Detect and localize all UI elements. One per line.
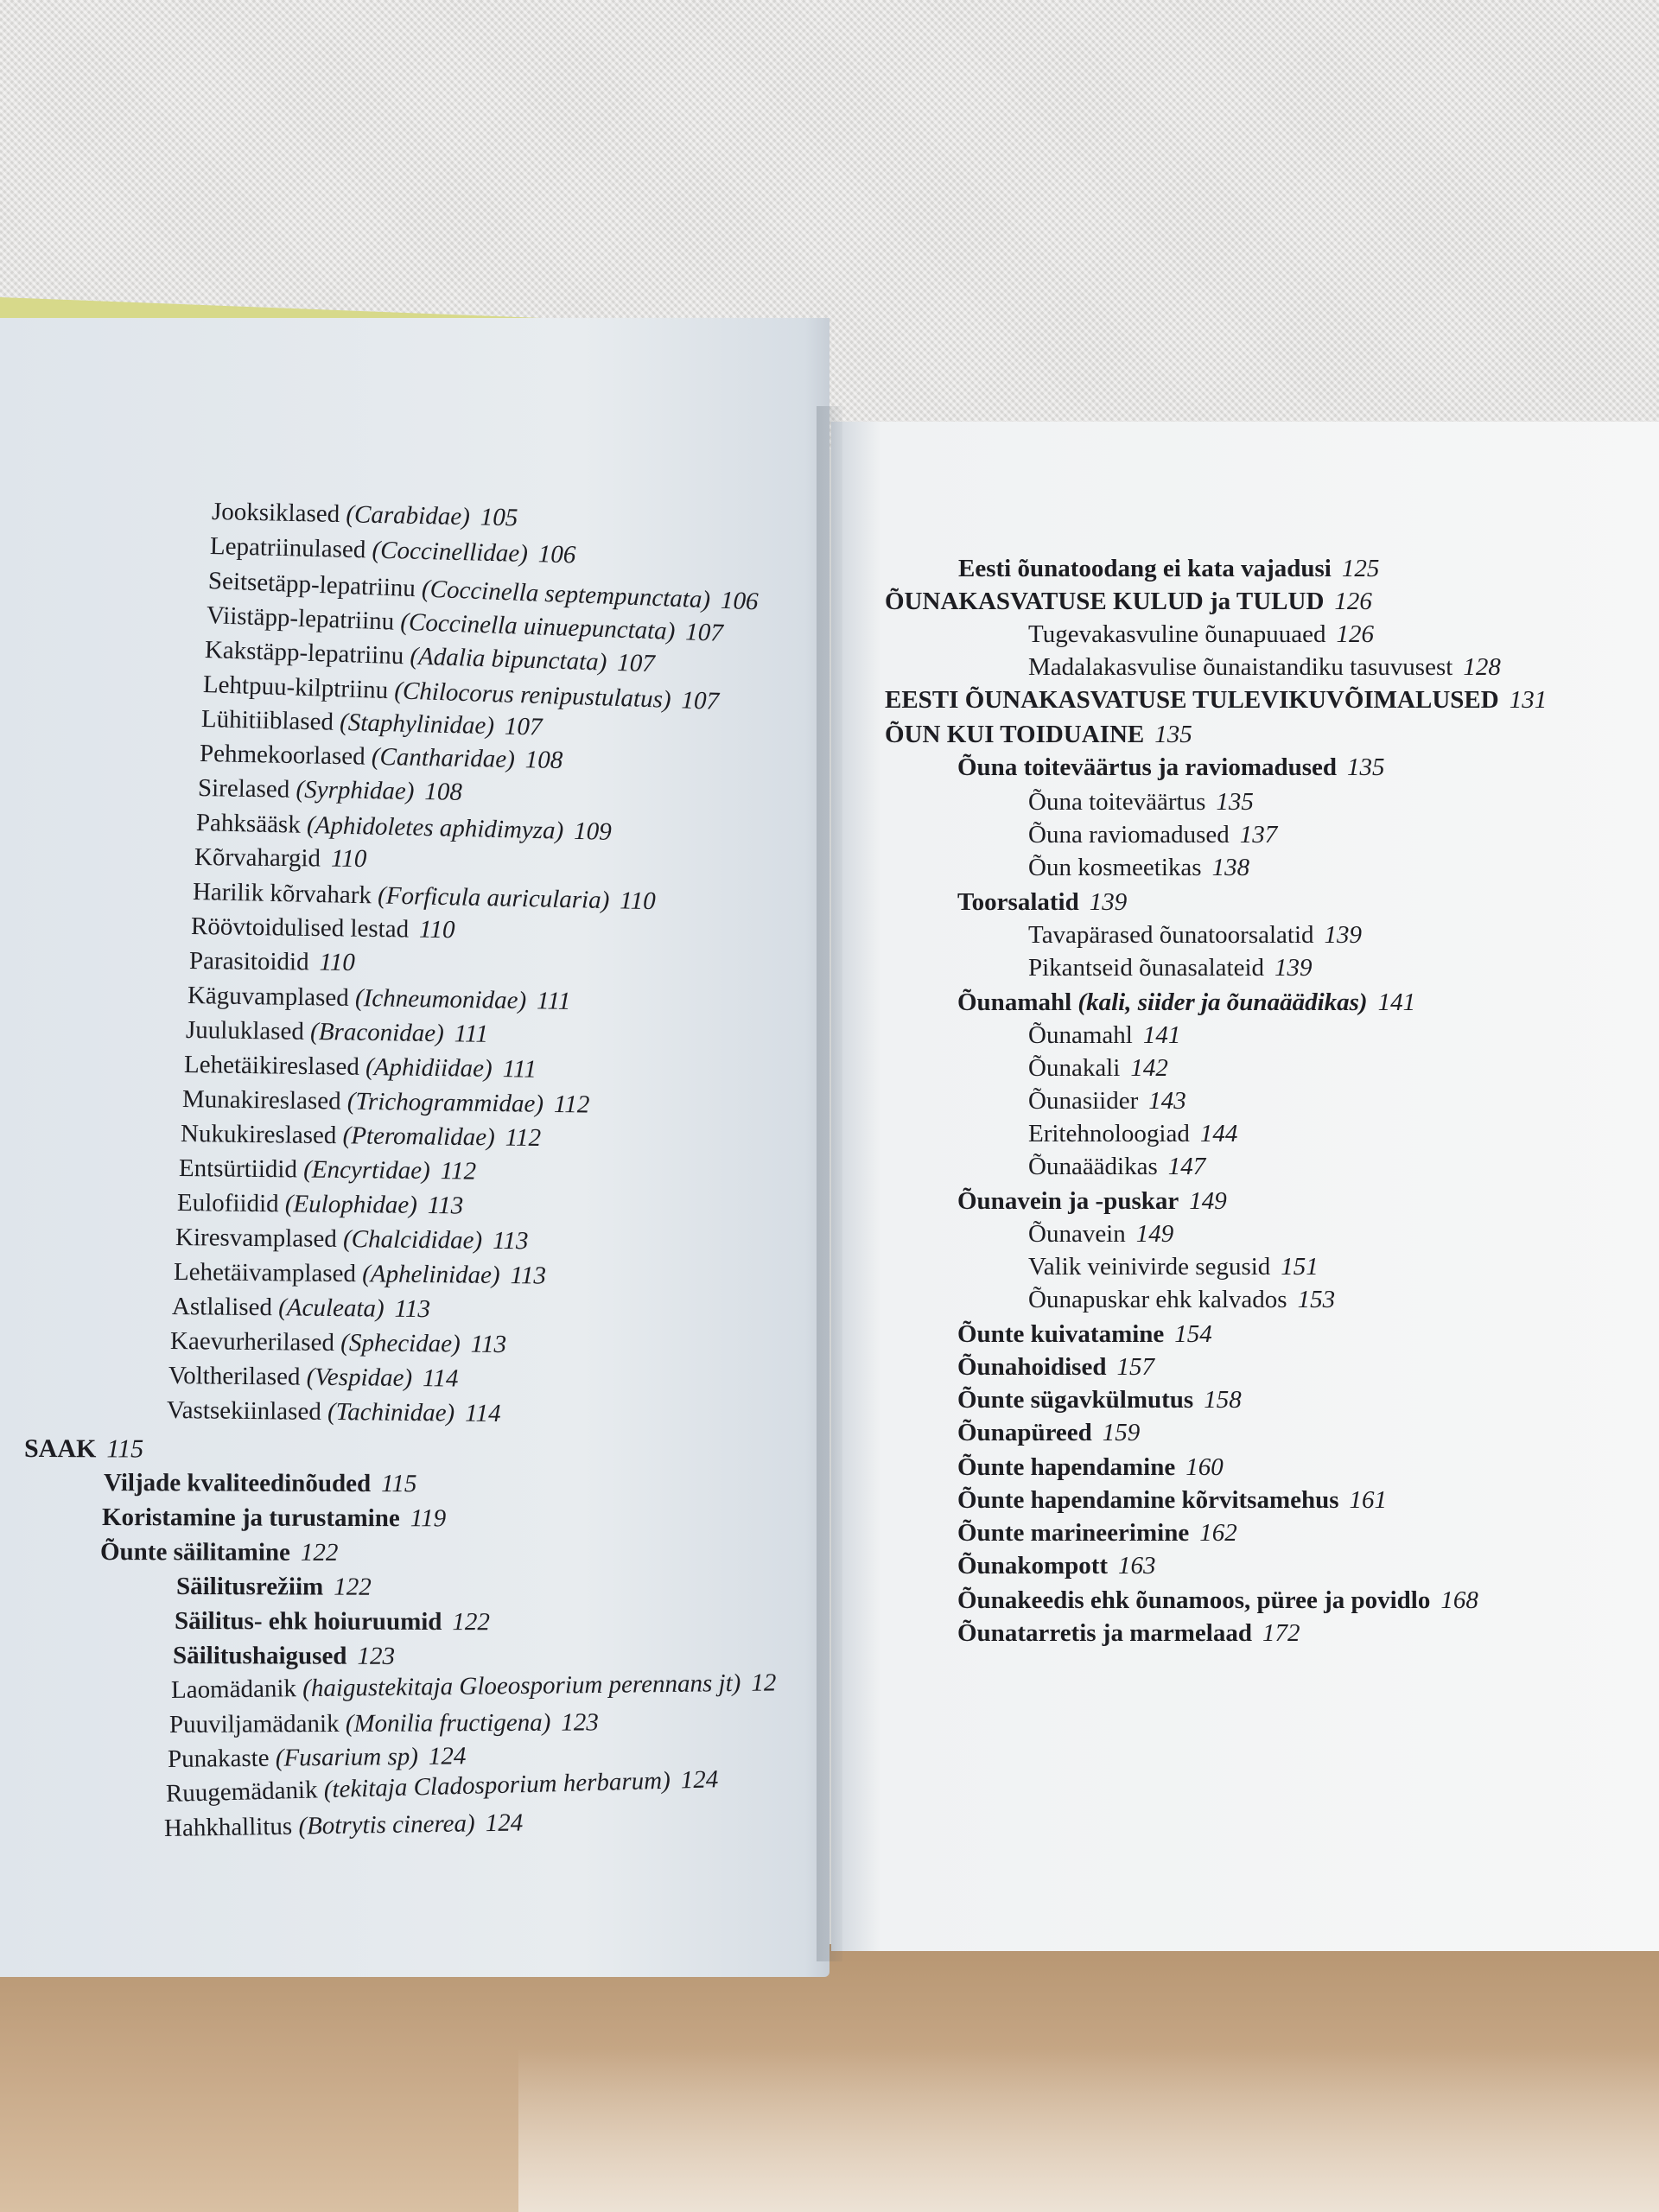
toc-entry-ounakali <box>1028 1056 1168 1081</box>
toc-entry-page-number: 135 <box>1347 753 1385 781</box>
toc-entry-title: Õunapuskar ehk kalvados <box>1028 1286 1287 1313</box>
toc-entry-title: Säilitusrežiim <box>175 1573 324 1601</box>
toc-entry-page-number: 162 <box>1199 1519 1237 1547</box>
toc-entry-title: Seitsetäpp-lepatriinu <box>207 567 416 603</box>
toc-entry-page-number: 110 <box>418 915 455 944</box>
toc-entry-oun-kui-toiduaine <box>885 722 1192 747</box>
toc-entry-ounte-sailitamine <box>100 1540 339 1566</box>
toc-entry-page-number: 110 <box>330 844 367 874</box>
toc-entry-latin-name: (Monilia fructigena) <box>345 1708 551 1738</box>
toc-entry-title: Lehetäivamplased <box>173 1258 357 1288</box>
toc-entry-title: Õunavein <box>1028 1220 1126 1248</box>
toc-entry-title: Lepatriinulased <box>209 532 366 564</box>
toc-entry-page-number: 125 <box>1341 555 1380 582</box>
toc-entry-ounte-kuivatamine <box>957 1322 1212 1347</box>
toc-entry-page-number: 163 <box>1118 1552 1156 1580</box>
toc-entry-title: Madalakasvulise õunaistandiku tasuvusest <box>1028 653 1453 681</box>
toc-entry-parasitoidid <box>189 949 355 976</box>
toc-entry-kaevurherilased <box>170 1329 506 1357</box>
toc-entry-title: Õunasiider <box>1028 1087 1139 1115</box>
toc-entry-ounakeedis-ehk-ounamoos-puree-ja-povidlo <box>957 1588 1478 1613</box>
toc-entry-eesti-ounatoodang-ei-kata-vajadusi <box>958 556 1379 582</box>
toc-entry-page-number: 115 <box>106 1434 144 1464</box>
toc-entry-title: Röövtoidulised lestad <box>190 912 410 944</box>
toc-entry-title: Õunte hapendamine kõrvitsamehus <box>957 1486 1339 1514</box>
toc-entry-page-number: 113 <box>492 1226 529 1255</box>
toc-entry-sailitus-ehk-hoiuruumid <box>175 1609 490 1635</box>
toc-entry-latin-name: (Aphelinidae) <box>362 1260 500 1289</box>
toc-entry-page-number: 144 <box>1199 1120 1238 1147</box>
toc-entry-title: Punakaste <box>167 1744 270 1773</box>
toc-entry-ouna-toitevaartus-ja-raviomadused <box>957 755 1385 780</box>
toc-entry-title: Laomädanik <box>170 1675 297 1704</box>
toc-entry-title: Sirelased <box>197 774 290 804</box>
toc-entry-latin-name: (Tachinidae) <box>327 1397 455 1427</box>
toc-entry-title: Õunte kuivatamine <box>957 1320 1165 1348</box>
toc-entry-title: Jooksiklased <box>211 498 340 529</box>
toc-entry-page-number: 113 <box>510 1262 547 1290</box>
toc-entry-latin-name: (Eulophidae) <box>284 1190 418 1219</box>
toc-entry-page-number: 153 <box>1297 1286 1336 1313</box>
toc-entry-title: Kõrvahargid <box>194 843 321 873</box>
toc-entry-jooksiklased <box>212 499 518 531</box>
toc-entry-page-number: 131 <box>1509 686 1548 714</box>
toc-entry-latin-name: (Cantharidae) <box>371 742 516 774</box>
toc-entry-title: Munakireslased <box>181 1085 341 1116</box>
toc-entry-latin-name: (Staphylinidae) <box>339 708 495 741</box>
toc-entry-kiresvamplased <box>175 1225 529 1254</box>
toc-entry-title: Lehetäikireslased <box>183 1051 360 1081</box>
toc-entry-korvahargid <box>194 845 367 872</box>
toc-entry-page-number: 113 <box>394 1294 431 1324</box>
toc-entry-page-number: 135 <box>1154 721 1192 748</box>
toc-entry-ounte-marineerimine <box>957 1521 1237 1546</box>
toc-entry-title: Kakstäpp-lepatriinu <box>204 636 404 671</box>
toc-entry-title: Õunakali <box>1028 1054 1121 1082</box>
toc-entry-title: Voltherilased <box>168 1362 301 1391</box>
toc-entry-ouna-raviomadused <box>1028 823 1277 848</box>
toc-entry-ounavein <box>1028 1222 1173 1247</box>
table-surface <box>0 1944 1659 2212</box>
toc-entry-page-number: 123 <box>357 1642 396 1670</box>
toc-entry-title: Õunakompott <box>957 1552 1109 1580</box>
toc-entry-page-number: 112 <box>553 1090 590 1119</box>
toc-entry-title: Astlalised <box>171 1293 273 1322</box>
toc-entry-latin-name: (Fusarium sp) <box>275 1742 419 1772</box>
toc-entry-title: ÕUNAKASVATUSE KULUD ja TULUD <box>885 588 1325 615</box>
toc-entry-kaguvamplased <box>188 983 571 1014</box>
toc-entry-title: Õunte sügavkülmutus <box>957 1386 1194 1414</box>
toc-entry-title: Säilitushaigused <box>172 1642 347 1670</box>
toc-entry-page-number: 139 <box>1324 921 1363 949</box>
toc-entry-page-number: 108 <box>424 778 463 806</box>
toc-entry-title: Vastsekiinlased <box>166 1396 321 1426</box>
toc-entry-madalakasvulise-ounaistandiku-tasuvusest <box>1028 655 1501 680</box>
toc-entry-roovtoidulised-lestad <box>191 914 455 943</box>
toc-entry-title: Kiresvamplased <box>175 1224 338 1253</box>
toc-entry-ounte-hapendamine <box>957 1455 1224 1480</box>
toc-entry-title: Õuna raviomadused <box>1028 821 1230 849</box>
toc-entry-vastsekiinlased <box>167 1398 501 1427</box>
toc-entry-page-number: 126 <box>1334 588 1372 615</box>
toc-entry-latin-name: (Syrphidae) <box>296 775 415 805</box>
toc-entry-title: Tavapärased õunatoorsalatid <box>1028 921 1314 949</box>
toc-entry-punakaste <box>168 1744 467 1772</box>
toc-entry-hahkhallitus <box>164 1810 524 1841</box>
toc-entry-page-number: 107 <box>684 618 724 647</box>
toc-entry-title: Kaevurherilased <box>169 1327 335 1357</box>
toc-entry-page-number: 112 <box>505 1123 542 1153</box>
toc-entry-page-number: 139 <box>1274 954 1313 982</box>
toc-entry-title: Õunte säilitamine <box>99 1538 290 1567</box>
toc-entry-title: Pehmekoorlased <box>199 740 365 771</box>
toc-entry-title: Toorsalatid <box>957 888 1079 916</box>
toc-entry-ounte-hapendamine-korvitsamehus <box>957 1488 1387 1513</box>
toc-entry-ounaaadikas <box>1028 1154 1205 1179</box>
toc-entry-page-number: 105 <box>480 503 518 532</box>
toc-entry-page-number: 110 <box>319 948 356 977</box>
toc-entry-title: Viistäpp-lepatriinu <box>206 601 395 636</box>
toc-entry-page-number: 143 <box>1148 1087 1186 1115</box>
toc-entry-latin-name: (haigustekitaja Gloeosporium perennans jt) <box>302 1669 741 1703</box>
toc-entry-latin-name: (Ichneumonidae) <box>354 984 527 1015</box>
toc-entry-ounte-sugavkulmutus <box>957 1388 1242 1413</box>
toc-entry-title: EESTI ÕUNAKASVATUSE TULEVIKUVÕIMALUSED <box>885 686 1499 714</box>
toc-entry-title: Pikantseid õunasalateid <box>1028 954 1265 982</box>
toc-entry-title: Pahksääsk <box>195 809 302 839</box>
toc-entry-page-number: 115 <box>381 1470 417 1498</box>
toc-entry-page-number: 158 <box>1204 1386 1242 1414</box>
toc-entry-oun-kosmeetikas <box>1028 855 1249 880</box>
toc-entry-puuviljamadanik <box>169 1710 599 1738</box>
toc-entry-latin-name: (Encyrtidae) <box>303 1155 430 1185</box>
toc-entry-title: Lühitiiblased <box>200 705 334 736</box>
toc-entry-page-number: 142 <box>1130 1054 1168 1082</box>
toc-entry-title: Entsürtiidid <box>178 1154 298 1184</box>
toc-entry-page-number: 109 <box>573 817 613 846</box>
toc-entry-page-number: 123 <box>561 1708 599 1737</box>
toc-entry-page-number: 128 <box>1463 653 1501 681</box>
toc-entry-title: Eritehnoloogiad <box>1028 1120 1190 1147</box>
toc-entry-page-number: 107 <box>681 686 720 715</box>
toc-entry-title: Õunamahl <box>957 988 1072 1016</box>
toc-entry-latin-name: (Aculeata) <box>278 1294 385 1323</box>
toc-entry-page-number: 107 <box>616 649 656 678</box>
toc-entry-ounavein-ja-puskar <box>957 1189 1227 1214</box>
toc-entry-page-number: 124 <box>485 1808 524 1838</box>
toc-entry-eritehnoloogiad <box>1028 1122 1237 1147</box>
toc-entry-page-number: 172 <box>1262 1619 1300 1647</box>
toc-entry-latin-name: (Trichogrammidae) <box>346 1087 544 1118</box>
toc-entry-title: Eulofiidid <box>176 1189 279 1218</box>
toc-entry-page-number: 108 <box>524 746 563 775</box>
toc-entry-title: ÕUN KUI TOIDUAINE <box>885 721 1145 748</box>
right-page <box>831 422 1659 1951</box>
toc-entry-sirelased <box>198 776 462 805</box>
toc-entry-koristamine-ja-turustamine <box>102 1505 446 1531</box>
toc-entry-voltherilased <box>168 1363 459 1392</box>
toc-entry-page-number: 114 <box>465 1399 501 1428</box>
toc-entry-title: Õunte marineerimine <box>957 1519 1190 1547</box>
toc-entry-page-number: 12 <box>751 1669 777 1697</box>
toc-entry-page-number: 138 <box>1211 854 1250 881</box>
toc-entry-page-number: 126 <box>1336 620 1374 648</box>
toc-entry-ounamahl <box>957 990 1415 1015</box>
toc-entry-title: Koristamine ja turustamine <box>101 1503 400 1533</box>
toc-entry-latin-name: (Braconidae) <box>309 1018 445 1048</box>
toc-entry-latin-name: (Coccinella septempunctata) <box>421 575 711 614</box>
toc-entry-title: Ruugemädanik <box>165 1776 318 1808</box>
toc-entry-page-number: 154 <box>1174 1320 1212 1348</box>
toc-entry-tavaparased-ounatoorsalatid <box>1028 923 1362 948</box>
toc-entry-latin-name: (Forficula auricularia) <box>377 881 610 915</box>
toc-entry-title: Õunaäädikas <box>1028 1153 1158 1180</box>
toc-entry-ouna-toitevaartus <box>1028 790 1254 815</box>
toc-entry-title: Viljade kvaliteedinõuded <box>103 1469 372 1498</box>
toc-entry-page-number: 106 <box>720 586 760 616</box>
toc-entry-title: Nukukireslased <box>180 1120 337 1150</box>
toc-entry-page-number: 141 <box>1142 1021 1181 1049</box>
toc-entry-ounamahl <box>1028 1023 1180 1048</box>
toc-entry-title: Eesti õunatoodang ei kata vajadusi <box>958 555 1332 582</box>
toc-entry-munakireslased <box>182 1087 590 1118</box>
toc-entry-page-number: 113 <box>470 1330 507 1359</box>
toc-entry-title: Õunte hapendamine <box>957 1453 1176 1481</box>
toc-entry-page-number: 113 <box>427 1192 464 1220</box>
toc-entry-title: Õunamahl <box>1028 1021 1133 1049</box>
toc-entry-lehetaivamplased <box>174 1260 546 1289</box>
toc-entry-latin-name: (Sphecidae) <box>340 1329 461 1358</box>
toc-entry-page-number: 139 <box>1089 888 1128 916</box>
toc-entry-latin-name: (Adalia bipunctata) <box>409 642 607 677</box>
toc-entry-page-number: 168 <box>1440 1586 1478 1614</box>
toc-entry-page-number: 107 <box>504 712 543 741</box>
toc-entry-title: Puuviljamädanik <box>168 1709 340 1738</box>
toc-entry-ounatarretis-ja-marmelaad <box>957 1621 1300 1646</box>
toc-entry-title: Õuna toiteväärtus <box>1028 788 1206 816</box>
toc-entry-title: Lehtpuu-kilptriinu <box>202 671 389 705</box>
toc-entry-page-number: 149 <box>1135 1220 1174 1248</box>
toc-entry-page-number: 141 <box>1377 988 1416 1016</box>
book-gutter <box>817 406 842 1961</box>
toc-entry-title: Tugevakasvuline õunapuuaed <box>1028 620 1326 648</box>
toc-entry-page-number: 151 <box>1281 1253 1319 1281</box>
toc-entry-juuluklased <box>186 1018 488 1047</box>
toc-entry-latin-name: (Carabidae) <box>346 500 471 531</box>
toc-entry-valik-veinivirde-segusid <box>1028 1255 1319 1280</box>
toc-entry-title: SAAK <box>23 1434 97 1464</box>
toc-entry-title: Õuna toiteväärtus ja raviomadused <box>957 753 1338 781</box>
toc-entry-ounahoidised <box>957 1355 1154 1380</box>
toc-entry-title: Õunavein ja -puskar <box>957 1187 1179 1215</box>
toc-entry-ounakasvatuse-kulud-ja-tulud <box>885 589 1372 614</box>
toc-entry-latin-name: (Vespidae) <box>306 1363 413 1392</box>
toc-entry-pikantseid-ounasalateid <box>1028 956 1313 981</box>
toc-entry-page-number: 157 <box>1116 1353 1154 1381</box>
toc-entry-page-number: 111 <box>502 1055 537 1084</box>
toc-entry-title: Harilik kõrvahark <box>192 878 372 910</box>
toc-entry-latin-name: (Coccinellidae) <box>372 536 529 568</box>
toc-entry-page-number: 119 <box>410 1504 447 1533</box>
toc-entry-latin-name: (Aphidiidae) <box>365 1052 493 1083</box>
toc-entry-page-number: 135 <box>1216 788 1254 816</box>
toc-entry-entsurtiidid <box>179 1156 476 1185</box>
toc-entry-page-number: 124 <box>680 1765 719 1795</box>
toc-entry-page-number: 160 <box>1185 1453 1224 1481</box>
toc-entry-page-number: 111 <box>536 987 571 1015</box>
toc-entry-latin-name: (Chilocorus renipustulatus) <box>393 677 672 714</box>
toc-entry-sailitushaigused <box>173 1643 395 1669</box>
toc-entry-page-number: 106 <box>537 540 576 569</box>
toc-entry-title: Säilitus- ehk hoiuruumid <box>174 1607 442 1637</box>
toc-entry-lehetaikireslased <box>184 1052 537 1083</box>
toc-entry-page-number: 112 <box>440 1157 477 1185</box>
toc-entry-page-number: 161 <box>1349 1486 1388 1514</box>
toc-entry-title: Õunakeedis ehk õunamoos, püree ja povidlo <box>957 1586 1431 1614</box>
toc-entry-ounapureed <box>957 1421 1140 1446</box>
toc-entry-title: Käguvamplased <box>187 982 350 1012</box>
toc-entry-title: Valik veinivirde segusid <box>1028 1253 1271 1281</box>
toc-entry-page-number: 149 <box>1189 1187 1227 1215</box>
toc-entry-title: Hahkhallitus <box>163 1812 293 1842</box>
toc-entry-latin-name: (kali, siider ja õunaäädikas) <box>1077 988 1368 1016</box>
toc-entry-page-number: 122 <box>300 1538 339 1567</box>
toc-entry-ounapuskar-ehk-kalvados <box>1028 1287 1335 1313</box>
toc-entry-title: Juuluklased <box>185 1016 305 1046</box>
toc-entry-eulofiidid <box>177 1191 464 1218</box>
toc-entry-viljade-kvaliteedinouded <box>104 1471 417 1497</box>
toc-entry-sailitusreziim <box>176 1574 372 1600</box>
toc-entry-nukukireslased <box>181 1122 541 1151</box>
toc-entry-page-number: 124 <box>428 1742 467 1770</box>
toc-entry-latin-name: (Chalcididae) <box>342 1225 483 1255</box>
toc-entry-title: Õunahoidised <box>957 1353 1107 1381</box>
toc-entry-title: Õunatarretis ja marmelaad <box>957 1619 1252 1647</box>
toc-entry-page-number: 122 <box>334 1573 372 1601</box>
toc-entry-page-number: 110 <box>620 887 657 916</box>
toc-entry-tugevakasvuline-ounapuuaed <box>1028 622 1374 647</box>
toc-entry-saak <box>24 1436 143 1462</box>
toc-entry-page-number: 147 <box>1167 1153 1206 1180</box>
toc-entry-title: Õunapüreed <box>957 1419 1092 1446</box>
toc-entry-eesti-ounakasvatuse-tulevikuvoimalused <box>885 688 1547 713</box>
toc-entry-title: Õun kosmeetikas <box>1028 854 1202 881</box>
toc-entry-toorsalatid <box>957 890 1127 915</box>
toc-entry-ounakompott <box>957 1554 1156 1579</box>
toc-entry-latin-name: (tekitaja Cladosporium herbarum) <box>323 1766 671 1804</box>
toc-entry-latin-name: (Botrytis cinerea) <box>298 1809 475 1840</box>
toc-entry-page-number: 114 <box>422 1364 459 1393</box>
toc-entry-astlalised <box>172 1294 430 1322</box>
toc-entry-latin-name: (Coccinella uinuepunctata) <box>399 607 676 645</box>
toc-entry-latin-name: (Pteromalidae) <box>342 1122 495 1152</box>
toc-entry-page-number: 137 <box>1239 821 1278 849</box>
toc-entry-title: Parasitoidid <box>188 947 309 976</box>
toc-entry-page-number: 111 <box>454 1020 489 1048</box>
toc-entry-latin-name: (Aphidoletes aphidimyza) <box>306 810 564 845</box>
toc-entry-page-number: 122 <box>452 1608 491 1637</box>
toc-entry-ounasiider <box>1028 1089 1186 1114</box>
toc-entry-page-number: 159 <box>1102 1419 1141 1446</box>
